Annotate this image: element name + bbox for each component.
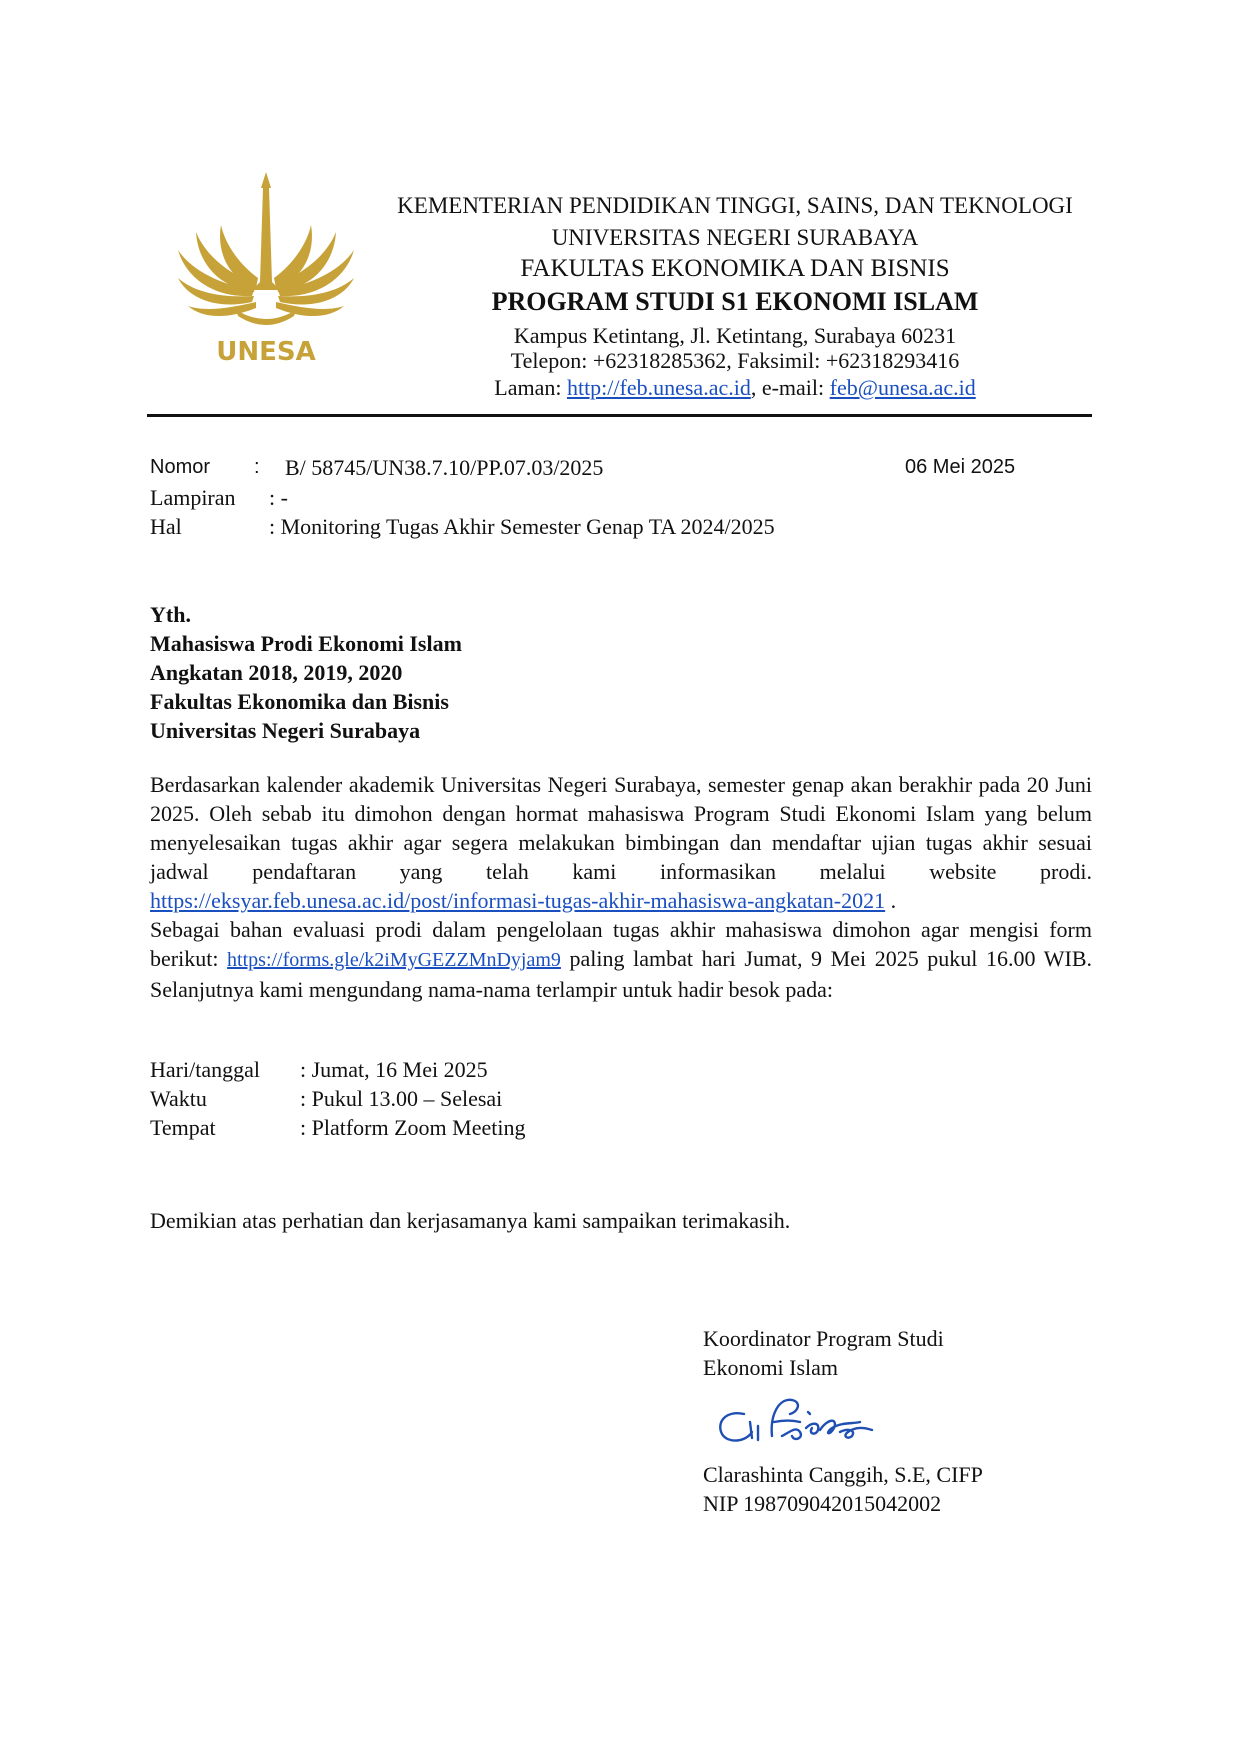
campus-address: Kampus Ketintang, Jl. Ketintang, Surabaya 60231 [513, 323, 957, 348]
closing-sentence: Demikian atas perhatian dan kerjasamanya kami sampaikan terimakasih. [150, 1208, 791, 1233]
phone-fax: Telepon: +62318285362, Faksimil: +62318293416 [510, 348, 960, 373]
university-name: UNIVERSITAS NEGERI SURABAYA [551, 225, 919, 250]
signature-title-2: Ekonomi Islam [703, 1355, 839, 1380]
schedule-value: : Platform Zoom Meeting [300, 1115, 526, 1140]
schedule-value: : Pukul 13.00 – Selesai [300, 1086, 503, 1111]
body-paragraph [150, 770, 1092, 1004]
lampiran-value: : - [269, 485, 288, 510]
nomor-value: B/ 58745/UN38.7.10/PP.07.03/2025 [285, 455, 604, 480]
hal-label: Hal [150, 514, 182, 539]
svg-text:UNESA: UNESA [216, 337, 316, 367]
lampiran-label: Lampiran [150, 485, 236, 510]
header-divider [147, 414, 1092, 417]
body-text-1: Berdasarkan kalender akademik Universitas Negeri Surabaya, semester genap akan berakhir pada 20 Juni 2025. Oleh sebab itu dimohon dengan hormat mahasiswa Program Studi Ekonomi Islam yang belum menyelesaikan tugas akhir agar segera melakukan bimbingan dan mendaftar ujian tugas akhir sesuai jadwal pendaftaran yang telah kami informasikan melalui website prodi. [150, 772, 1092, 884]
body-text-4: paling lambat hari Jumat, 9 Mei 2025 pukul 16.00 WIB. Selanjutnya kami mengundang nama-nama terlampir untuk hadir besok pada: [150, 946, 1093, 1002]
recipient-line: Universitas Negeri Surabaya [150, 718, 421, 743]
email-link[interactable]: feb@unesa.ac.id [829, 375, 976, 400]
recipient-line: Yth. [150, 602, 191, 627]
website-link[interactable]: http://feb.unesa.ac.id [566, 375, 751, 400]
laman-label: Laman: [494, 375, 567, 400]
recipient-line: Mahasiswa Prodi Ekonomi Islam [150, 631, 462, 656]
body-text-2: . [885, 888, 897, 913]
nomor-label: Nomor [150, 456, 211, 478]
nomor-colon: : [254, 456, 260, 478]
schedule-value: : Jumat, 16 Mei 2025 [300, 1057, 488, 1082]
recipient-block [150, 600, 462, 745]
handwritten-signature [712, 1392, 892, 1454]
letter-date: 06 Mei 2025 [905, 456, 1016, 478]
signatory-nip: NIP 198709042015042002 [703, 1491, 942, 1516]
schedule-label: Hari/tanggal [150, 1057, 260, 1082]
email-label: , e-mail: [750, 375, 830, 400]
signatory-name: Clarashinta Canggih, S.E, CIFP [703, 1462, 983, 1487]
hal-value: : Monitoring Tugas Akhir Semester Genap TA 2024/2025 [269, 514, 775, 539]
schedule-label: Waktu [150, 1086, 207, 1111]
web-email-line [300, 377, 1170, 399]
recipient-line: Angkatan 2018, 2019, 2020 [150, 660, 403, 685]
body-text-3: Sebagai bahan evaluasi prodi dalam pengelolaan tugas akhir mahasiswa dimohon agar mengisi form berikut: [150, 917, 1092, 971]
info-link[interactable]: https://eksyar.feb.unesa.ac.id/post/informasi-tugas-akhir-mahasiswa-angkatan-2021 [150, 888, 886, 913]
schedule-label: Tempat [150, 1115, 216, 1140]
faculty-name: FAKULTAS EKONOMIKA DAN BISNIS [520, 255, 950, 282]
recipient-line: Fakultas Ekonomika dan Bisnis [150, 689, 449, 714]
program-name: PROGRAM STUDI S1 EKONOMI ISLAM [491, 287, 979, 316]
signature-title-1: Koordinator Program Studi [703, 1326, 944, 1351]
ministry-name: KEMENTERIAN PENDIDIKAN TINGGI, SAINS, DAN TEKNOLOGI [397, 193, 1073, 218]
form-link[interactable]: https://forms.gle/k2iMyGEZZMnDyjam9 [227, 949, 561, 971]
